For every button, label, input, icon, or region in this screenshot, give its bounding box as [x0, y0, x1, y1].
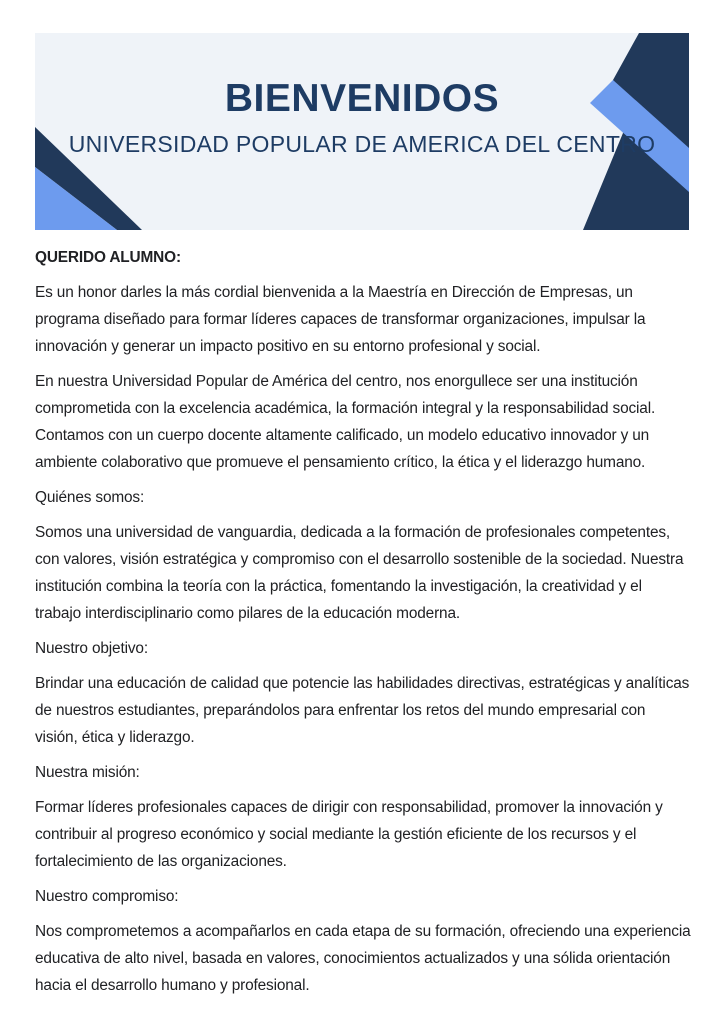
section-heading-objetivo: Nuestro objetivo: — [35, 640, 148, 657]
section-heading-mision: Nuestra misión: — [35, 764, 140, 781]
paragraph-intro: Es un honor darles la más cordial bienvenida a la Maestría en Dirección de Empresas, un programa diseñado para formar líderes capaces de transformar organizaciones, impulsar la innovación y generar un impacto positivo en su entorno profesional y social. — [35, 284, 646, 355]
page-subtitle: UNIVERSIDAD POPULAR DE AMERICA DEL CENTRO — [68, 131, 656, 157]
page-title: BIENVENIDOS — [224, 77, 500, 120]
section-heading-compromiso: Nuestro compromiso: — [35, 888, 179, 905]
welcome-letter — [35, 244, 691, 1007]
header-banner — [35, 33, 689, 230]
paragraph-mision: Formar líderes profesionales capaces de dirigir con responsabilidad, promover la innovación y contribuir al progreso económico y social mediante la gestión eficiente de los recursos y el fortalecimiento de las organizaciones. — [35, 799, 663, 870]
banner-text — [35, 33, 689, 156]
paragraph-quienes-somos: Somos una universidad de vanguardia, dedicada a la formación de profesionales competentes, con valores, visión estratégica y compromiso con el desarrollo sostenible de la sociedad. Nuestra institución combina la teoría con la práctica, fomentando la investigación, la creatividad y el trabajo interdisciplinario como pilares de la educación moderna. — [35, 524, 684, 622]
salutation: QUERIDO ALUMNO: — [35, 249, 181, 266]
section-heading-quienes-somos: Quiénes somos: — [35, 489, 145, 506]
paragraph-objetivo: Brindar una educación de calidad que potencie las habilidades directivas, estratégicas y analíticas de nuestros estudiantes, preparándolos para enfrentar los retos del mundo empresarial con visión, ética y liderazgo. — [35, 675, 690, 746]
paragraph-compromiso: Nos comprometemos a acompañarlos en cada etapa de su formación, ofreciendo una experiencia educativa de alto nivel, basada en valores, conocimientos actualizados y una sólida orientación hacia el desarrollo humano y profesional. — [35, 923, 691, 994]
paragraph-university: En nuestra Universidad Popular de América del centro, nos enorgullece ser una institución comprometida con la excelencia académica, la formación integral y la responsabilidad social. Contamos con un cuerpo docente altamente calificado, un modelo educativo innovador y un ambiente colaborativo que promueve el pensamiento crítico, la ética y el liderazgo humano. — [35, 373, 656, 471]
